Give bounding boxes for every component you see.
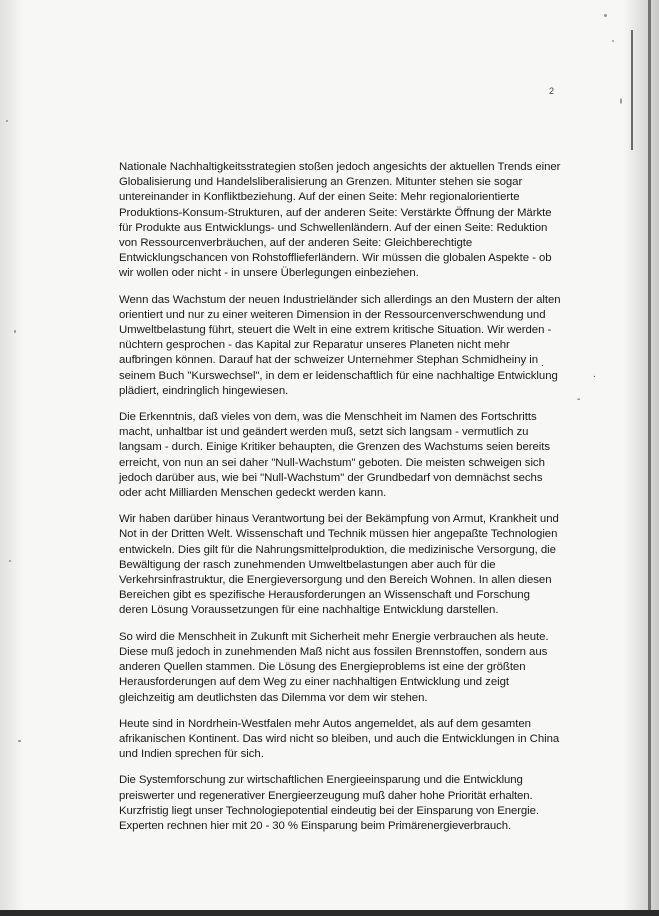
scan-speck (604, 14, 607, 17)
scan-edge-right (617, 0, 659, 916)
paragraph: Heute sind in Nordrhein-Westfalen mehr Autos angemeldet, als auf dem gesamten afrikanischen Kontinent. Das wird nicht so bleiben, und auch die Entwicklungen in China und Indien sprechen für sich. (119, 717, 560, 761)
scan-speck (18, 740, 21, 742)
scan-edge-left (0, 0, 30, 916)
paragraph: Wenn das Wachstum der neuen Industrieländer sich allerdings an den Mustern der alten orientiert und nur zu einer weiteren Dimension in der Ressourcenverschwendung und Umweltbelastung führt, steuert die Welt in eine extrem kritische Situation. Wir werden - nüchtern gesprochen - das Kapital zur Reparatur unseres Planeten nicht mehr aufbringen können. Darauf hat der schweizer Unternehmer Stephan Schmidheiny in seinem Buch "Kurswechsel", in dem er leidenschaftlich für eine nachhaltige Entwicklung plädiert, eindringlich hingewiesen. (119, 293, 561, 397)
paragraph: Die Systemforschung zur wirtschaftlichen Energieeinsparung und die Entwicklung preiswerter und regenerativer Energieerzeugung muß daher hohe Priorität erhalten. Kurzfristig liegt unser Technologiepotential eindeutig bei der Einsparung von Energie. Experten rechnen hier mit 20 - 30 % Einsparung beim Primärenergieverbrauch. (119, 774, 539, 832)
scan-artifact-line (631, 30, 633, 150)
margin-mark: - (577, 394, 581, 405)
scan-speck (6, 120, 8, 122)
scan-speck (14, 330, 16, 333)
scan-speck (620, 98, 622, 104)
scan-speck (612, 40, 614, 42)
paragraph: Wir haben darüber hinaus Verantwortung bei der Bekämpfung von Armut, Krankheit und Not in der Dritten Welt. Wissenschaft und Technik müssen hier angepaßte Technologien entwickeln. Dies gilt für die Nahrungsmittelproduktion, die medizinische Versorgung, die Bewältigung der rasch zunehmenden Umweltbelastungen aber auch für die Verkehrsinfrastruktur, die Energieversorgung und den Bereich Wohnen. In allen diesen Bereichen gibt es spezifische Herausforderungen an Wissenschaft und Forschung deren Lösung Voraussetzungen für eine nachhaltige Entwicklung darstellen. (119, 513, 559, 617)
margin-mark: . (593, 369, 596, 380)
paragraph: So wird die Menschheit in Zukunft mit Sicherheit mehr Energie verbrauchen als heute. Diese muß jedoch in zunehmenden Maß nicht aus fossilen Brennstoffen, sondern aus anderen Quellen stammen. Die Lösung des Energieproblems ist eine der größten Herausforderungen auf dem Weg zu einer nachhaltigen Entwicklung und zeigt gleichzeitig am deutlichsten das Dilemma vor dem wir stehen. (119, 630, 549, 704)
margin-mark: . (541, 358, 544, 369)
scan-edge-bottom (0, 910, 659, 916)
body-text (119, 160, 561, 845)
paragraph: Die Erkenntnis, daß vieles von dem, was die Menschheit im Namen des Fortschritts macht, unhaltbar ist und geändert werden muß, setzt sich langsam - vermutlich zu langsam - durch. Einige Kritiker behaupten, die Grenzen des Wachstums seien bereits erreicht, von nun an sei daher "Null-Wachstum" geboten. Die meisten schweigen sich jedoch darüber aus, wie bei "Null-Wachstum" der Grundbedarf von demnächst sechs oder acht Milliarden Menschen gedeckt werden kann. (119, 411, 551, 500)
page-number-marker: 2 (549, 86, 555, 96)
paragraph: Nationale Nachhaltigkeitsstrategien stoßen jedoch angesichts der aktuellen Trends einer Globalisierung und Handelsliberalisierung an Grenzen. Mitunter stehen sie sogar untereinander in Konfliktbeziehung. Auf der einen Seite: Mehr regionalorientierte Produktions-Konsum-Strukturen, auf der anderen Seite: Verstärkte Öffnung der Märkte für Produkte aus Entwicklungs- und Schwellenländern. Auf der einen Seite: Reduktion von Ressourcenverbräuchen, auf der anderen Seite: Gleichberechtigte Entwicklungschancen von Rohstofflieferländern. Wir müssen die globalen Aspekte - ob wir wollen oder nicht - in unsere Überlegungen einbeziehen. (119, 161, 561, 280)
scan-artifact-line (648, 0, 651, 916)
scan-speck (9, 560, 11, 562)
